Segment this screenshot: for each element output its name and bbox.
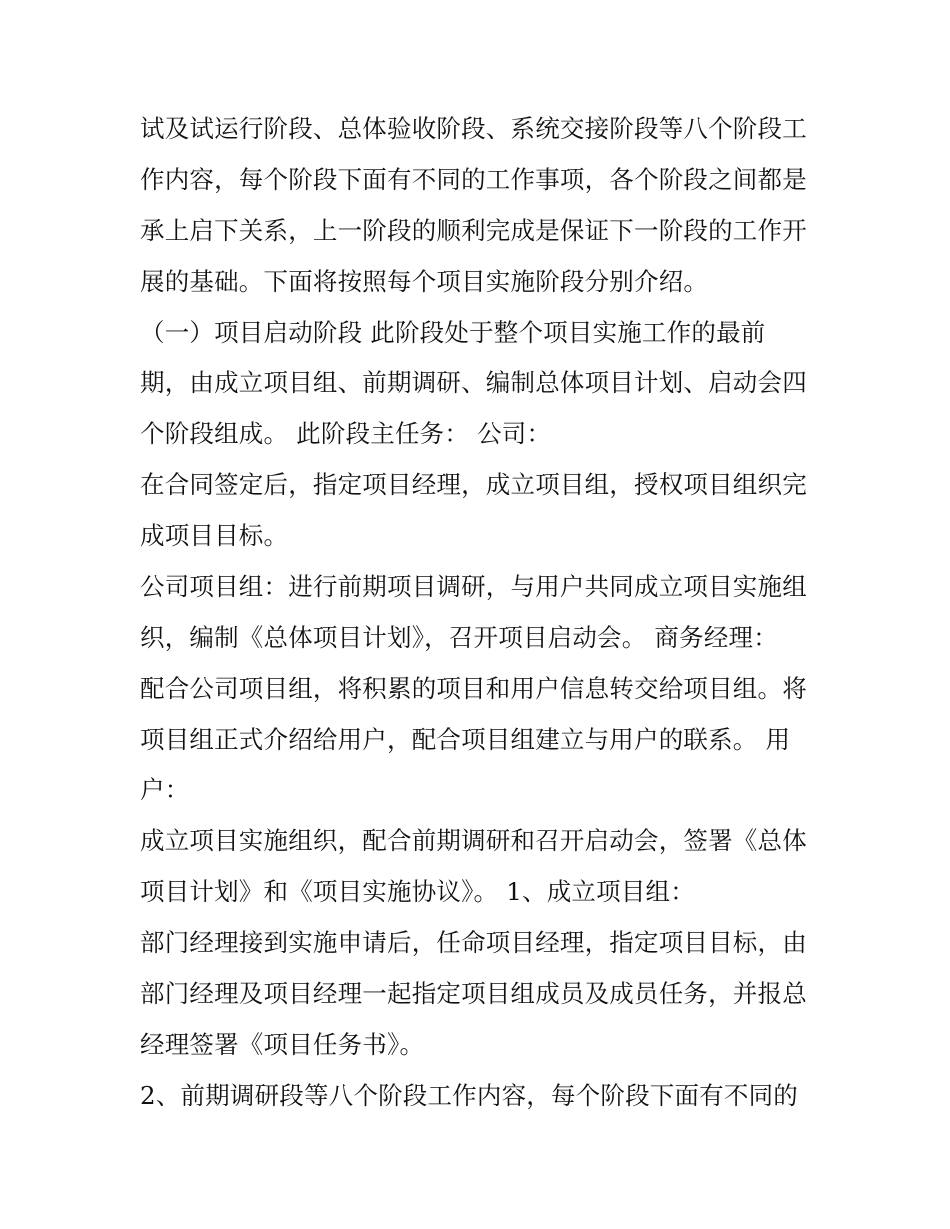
text-line: 公司项目组：进行前期项目调研，与用户共同成立项目实施组 bbox=[140, 572, 807, 601]
text-line: 成项目目标。 bbox=[140, 521, 289, 550]
text-line: 个阶段组成。 此阶段主任务： 公司： bbox=[140, 419, 552, 448]
text-line: 期，由成立项目组、前期调研、编制总体项目计划、启动会四 bbox=[140, 368, 807, 397]
text-line: 在合同签定后，指定项目经理，成立项目组，授权项目组织完 bbox=[140, 470, 807, 499]
text-line: 部门经理接到实施申请后，任命项目经理，指定项目目标，由 bbox=[140, 928, 807, 957]
text-line: 成立项目实施组织，配合前期调研和召开启动会，签署《总体 bbox=[140, 826, 807, 855]
text-line: 配合公司项目组，将积累的项目和用户信息转交给项目组。将 bbox=[140, 674, 807, 703]
text-line: 项目组正式介绍给用户，配合项目组建立与用户的联系。 用 bbox=[140, 725, 791, 754]
text-line: 展的基础。下面将按照每个项目实施阶段分别介绍。 bbox=[140, 267, 709, 296]
text-line: 经理签署《项目任务书》。 bbox=[140, 1030, 425, 1059]
text-line: （一）项目启动阶段 此阶段处于整个项目实施工作的最前 bbox=[140, 318, 766, 347]
text-line: 承上启下关系，上一阶段的顺利完成是保证下一阶段的工作开 bbox=[140, 216, 807, 245]
text-line: 作内容，每个阶段下面有不同的工作事项，各个阶段之间都是 bbox=[140, 165, 807, 194]
text-line: 户： bbox=[140, 775, 190, 804]
text-line: 部门经理及项目经理一起指定项目组成员及成员任务，并报总 bbox=[140, 979, 807, 1008]
text-line: 织，编制《总体项目计划》，召开项目启动会。 商务经理： bbox=[140, 623, 778, 652]
text-line: 2、前期调研段等八个阶段工作内容，每个阶段下面有不同的 bbox=[140, 1081, 798, 1110]
text-line: 试及试运行阶段、总体验收阶段、系统交接阶段等八个阶段工 bbox=[140, 114, 807, 143]
text-line: 项目计划》和《项目实施协议》。 1、成立项目组： bbox=[140, 877, 695, 906]
